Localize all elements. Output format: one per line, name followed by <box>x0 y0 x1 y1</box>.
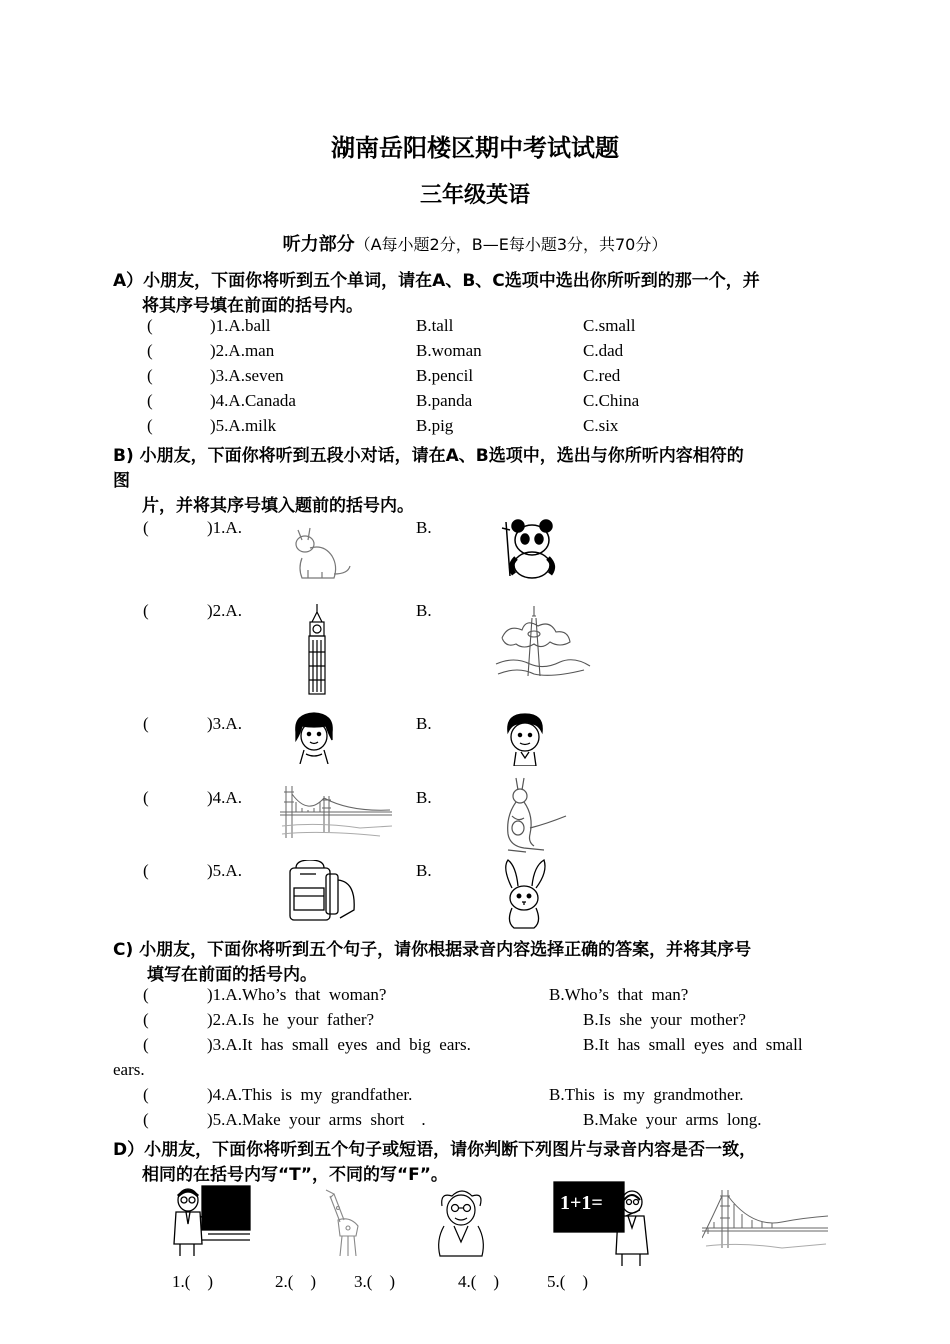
option-c: C.dad <box>583 341 624 360</box>
answer-slot-1[interactable]: 1.( ) <box>172 1272 214 1291</box>
section-b-instruction-line3: 片，并将其序号填入题前的括号内。 <box>142 496 414 516</box>
page-title: 湖南岳阳楼区期中考试试题 <box>331 134 619 162</box>
option-c: C.six <box>583 416 619 435</box>
option-b: B. <box>416 861 432 880</box>
panda-picture[interactable] <box>498 518 564 580</box>
grandfather-picture[interactable] <box>432 1186 490 1258</box>
answer-paren[interactable]: ( <box>143 1085 149 1104</box>
option-a: )3.A.seven <box>210 366 284 385</box>
option-b: B.pig <box>416 416 454 435</box>
cat-picture[interactable] <box>288 522 354 584</box>
option-a: )3.A.It has small eyes and big ears. <box>207 1035 471 1054</box>
listening-title: 听力部分 <box>282 234 355 255</box>
answer-slot-4[interactable]: 4.( ) <box>458 1272 500 1291</box>
option-b: B.This is my grandmother. <box>549 1085 744 1104</box>
option-b: B.Make your arms long. <box>583 1110 762 1129</box>
answer-paren[interactable]: ( <box>143 601 149 620</box>
option-b: B. <box>416 714 432 733</box>
option-b: B.Is she your mother? <box>583 1010 746 1029</box>
option-b: B.panda <box>416 391 473 410</box>
rabbit-picture[interactable] <box>498 858 550 930</box>
section-c-instruction-line1: C) 小朋友，下面你将听到五个句子，请你根据录音内容选择正确的答案，并将其序号 <box>113 940 752 960</box>
option-b: B.Who’s that man? <box>549 985 689 1004</box>
answer-paren[interactable]: ( <box>143 1035 149 1054</box>
option-b: B. <box>416 518 432 537</box>
option-c: C.red <box>583 366 621 385</box>
answer-paren[interactable]: ( <box>143 714 149 733</box>
answer-paren[interactable]: ( <box>143 985 149 1004</box>
option-b: B.tall <box>416 316 454 335</box>
option-a: )2.A.Is he your father? <box>207 1010 375 1029</box>
bridge-picture[interactable] <box>280 782 392 842</box>
option-a: )5.A. <box>207 861 242 880</box>
option-a: )4.A. <box>207 788 242 807</box>
option-a: )1.A.Who’s that woman? <box>207 985 387 1004</box>
option-a: )2.A.man <box>210 341 275 360</box>
section-c-instruction-line2: 填写在前面的括号内。 <box>147 965 317 985</box>
option-c: C.small <box>583 316 636 335</box>
answer-paren[interactable]: ( <box>147 416 153 435</box>
section-a-instruction-line1: A）小朋友，下面你将听到五个单词，请在A、B、C选项中选出你所听到的那一个，并 <box>113 271 760 291</box>
answer-slot-5[interactable]: 5.( ) <box>547 1272 589 1291</box>
section-a-instruction-line2: 将其序号填在前面的括号内。 <box>142 296 363 316</box>
answer-paren[interactable]: ( <box>143 788 149 807</box>
option-b: B. <box>416 601 432 620</box>
answer-slot-2[interactable]: 2.( ) <box>275 1272 317 1291</box>
option-b: B.It has small eyes and small <box>583 1035 803 1054</box>
option-a: )4.A.Canada <box>210 391 296 410</box>
answer-paren[interactable]: ( <box>143 1010 149 1029</box>
listening-score-note: （A每小题2分，B—E每小题3分，共70分） <box>354 235 668 254</box>
answer-paren[interactable]: ( <box>143 861 149 880</box>
answer-paren[interactable]: ( <box>147 341 153 360</box>
boy-picture[interactable] <box>502 710 548 766</box>
option-b: B.woman <box>416 341 482 360</box>
cn-tower-picture[interactable] <box>494 604 592 680</box>
section-b-instruction-line2: 图 <box>113 471 130 491</box>
girl-picture[interactable] <box>292 710 336 764</box>
board-equation: 1+1= <box>560 1192 603 1214</box>
section-d-instruction-line1: D）小朋友，下面你将听到五个句子或短语，请你判断下列图片与录音内容是否一致， <box>113 1140 757 1160</box>
section-d-instruction-line2: 相同的在括号内写“T”，不同的写“F”。 <box>142 1165 448 1185</box>
backpack-picture[interactable] <box>286 860 358 922</box>
golden-gate-bridge-picture[interactable] <box>702 1188 828 1254</box>
option-a: )4.A.This is my grandfather. <box>207 1085 413 1104</box>
option-a: )3.A. <box>207 714 242 733</box>
teacher-math-board-picture[interactable] <box>552 1180 656 1266</box>
answer-paren[interactable]: ( <box>143 1110 149 1129</box>
giraffe-picture[interactable] <box>316 1186 366 1258</box>
kangaroo-picture[interactable] <box>494 776 568 856</box>
page-subtitle: 三年级英语 <box>419 183 530 208</box>
answer-paren[interactable]: ( <box>147 366 153 385</box>
option-a: )1.A. <box>207 518 242 537</box>
option-a: )1.A.ball <box>210 316 271 335</box>
answer-paren[interactable]: ( <box>147 391 153 410</box>
teacher-blackboard-picture[interactable] <box>168 1184 252 1258</box>
answer-slot-3[interactable]: 3.( ) <box>354 1272 396 1291</box>
option-a: )5.A.Make your arms short . <box>207 1110 426 1129</box>
option-a: )2.A. <box>207 601 242 620</box>
option-b: B. <box>416 788 432 807</box>
option-b-wrap: ears. <box>113 1060 145 1079</box>
listening-heading <box>0 230 950 256</box>
option-a: )5.A.milk <box>210 416 277 435</box>
big-ben-picture[interactable] <box>304 604 330 696</box>
answer-paren[interactable]: ( <box>147 316 153 335</box>
option-b: B.pencil <box>416 366 474 385</box>
section-b-instruction-line1: B) 小朋友，下面你将听到五段小对话，请在A、B选项中，选出与你所听内容相符的 <box>113 446 744 466</box>
answer-paren[interactable]: ( <box>143 518 149 537</box>
option-c: C.China <box>583 391 640 410</box>
